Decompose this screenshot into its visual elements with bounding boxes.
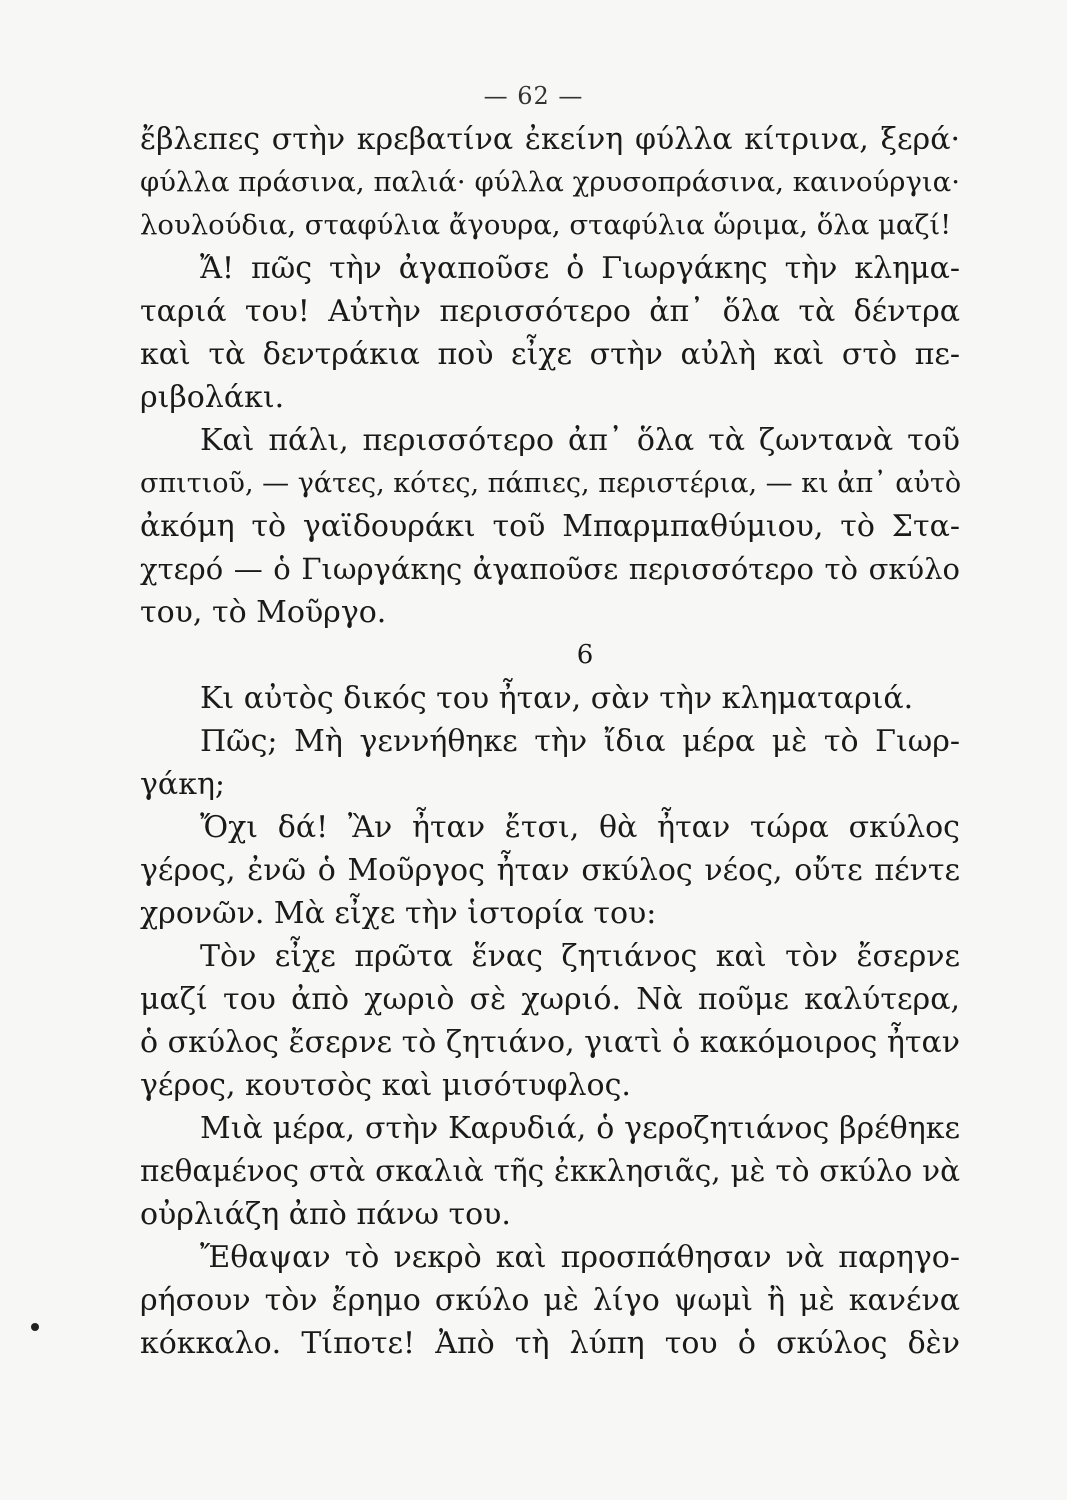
text-line: πεθαμένος στὰ σκαλιὰ τῆς ἐκκλησιᾶς, μὲ τὸ σκύλο νὰ [140, 1154, 960, 1188]
text-line: μαζί του ἀπὸ χωριὸ σὲ χωριό. Νὰ ποῦμε καλύτερα, [140, 982, 960, 1017]
text-line: Κι αὐτὸς δικός του ἦταν, σὰν τὴν κληματαριά. [200, 681, 914, 716]
text-line: γέρος, κουτσὸς καὶ μισότυφλος. [140, 1068, 631, 1103]
text-line: σπιτιοῦ, — γάτες, κότες, πάπιες, περιστέρια, — κι ἀπ᾿ αὐτὸ [140, 468, 962, 499]
text-line: καὶ τὰ δεντράκια ποὺ εἶχε στὴν αὐλὴ καὶ στὸ πε- [140, 337, 960, 372]
text-line: Τὸν εἶχε πρῶτα ἕνας ζητιάνος καὶ τὸν ἔσερνε [200, 939, 960, 974]
text-line: ταριά του! Αὐτὴν περισσότερο ἀπ᾿ ὅλα τὰ δέντρα [140, 294, 960, 329]
text-line: του, τὸ Μοῦργο. [140, 595, 387, 630]
text-line: γάκη; [140, 767, 226, 802]
text-line: ριβολάκι. [140, 380, 285, 415]
text-line: ἔβλεπες στὴν κρεβατίνα ἐκείνη φύλλα κίτρινα, ξερά· [140, 122, 960, 157]
text-line: γέρος, ἐνῶ ὁ Μοῦργος ἦταν σκύλος νέος, οὔτε πέντε [140, 853, 960, 888]
text-line: οὐρλιάζη ἀπὸ πάνω του. [140, 1197, 511, 1232]
text-line: χτερό — ὁ Γιωργάκης ἀγαποῦσε περισσότερο τὸ σκύλο [140, 552, 960, 586]
text-line: λουλούδια, σταφύλια ἄγουρα, σταφύλια ὥριμα, ὅλα μαζί! [140, 209, 952, 241]
margin-dot [31, 1323, 39, 1331]
text-line: Μιὰ μέρα, στὴν Καρυδιά, ὁ γεροζητιάνος βρέθηκε [200, 1111, 960, 1146]
text-line: Ἄ! πῶς τὴν ἀγαποῦσε ὁ Γιωργάκης τὴν κλημα- [200, 251, 960, 286]
page-number: — 62 — [483, 82, 584, 110]
text-line: Πῶς; Μὴ γεννήθηκε τὴν ἴδια μέρα μὲ τὸ Γιωρ- [200, 724, 960, 759]
text-line: ρήσουν τὸν ἔρημο σκύλο μὲ λίγο ψωμὶ ἢ μὲ κανένα [140, 1283, 960, 1318]
text-line: χρονῶν. Μὰ εἶχε τὴν ἱστορία του: [140, 896, 657, 931]
text-line: Ἔθαψαν τὸ νεκρὸ καὶ προσπάθησαν νὰ παρηγο- [200, 1240, 960, 1275]
text-line: Καὶ πάλι, περισσότερο ἀπ᾿ ὅλα τὰ ζωντανὰ τοῦ [200, 423, 960, 458]
text-line: κόκκαλο. Τίποτε! Ἀπὸ τὴ λύπη του ὁ σκύλος δὲν [140, 1326, 960, 1361]
section-number: 6 [576, 640, 594, 670]
text-line: Ὄχι δά! Ἂν ἦταν ἔτσι, θὰ ἦταν τώρα σκύλος [200, 810, 960, 845]
text-line: ἀκόμη τὸ γαϊδουράκι τοῦ Μπαρμπαθύμιου, τὸ Στα- [140, 509, 960, 544]
text-line: ὁ σκύλος ἔσερνε τὸ ζητιάνο, γιατὶ ὁ κακόμοιρος ἦταν [140, 1025, 960, 1060]
text-line: φύλλα πράσινα, παλιά· φύλλα χρυσοπράσινα, καινούργια· [140, 166, 960, 198]
body-text [140, 118, 960, 1365]
